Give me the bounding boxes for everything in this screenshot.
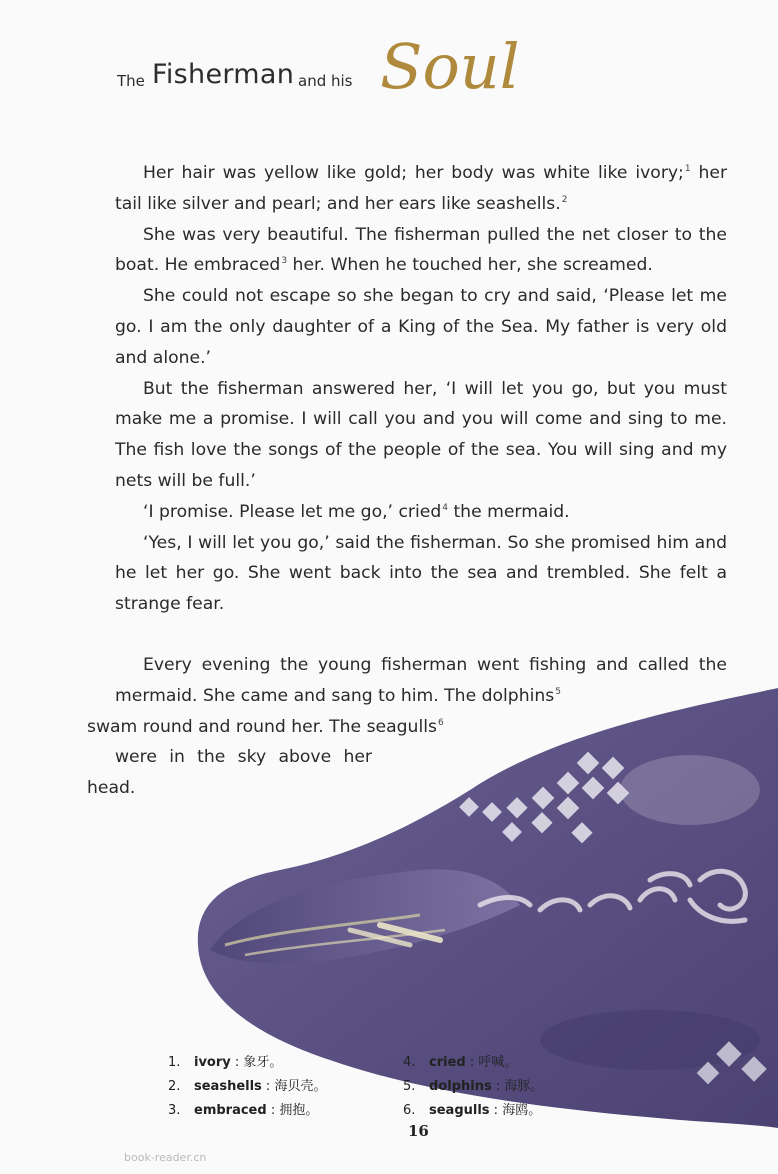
paragraph-6: ‘Yes, I will let you go,’ said the fisherman. So she promised him and he let her go. She went back into the sea and trembled. She felt a strange fear. [115,532,727,615]
paragraph-3: She could not escape so she began to cry and said, ‘Please let me go. I am the only daughter of a King of the Sea. My father is very old and alone.’ [115,286,727,368]
footnote-ref-3: 3 [281,256,288,267]
paragraph-7: Every evening the young fisherman went fishing and called the mermaid. She came and sang to him. The dolphins$^5$ swam round and round her. The seagulls$^6$ were in the sky above her head. [87,654,727,799]
footnote-1: 1. ivory : 象牙。 [168,1055,283,1070]
footnote-ref-2: 2 [561,194,568,205]
watermark: book-reader.cn [124,1151,207,1164]
title-the: The [117,72,145,90]
story-text [87,158,728,804]
footnote-3: 3. embraced : 拥抱。 [168,1103,319,1118]
paragraph-1: Her hair was yellow like gold; her body was white like ivory;$^1$ her tail like silver and pearl; and her ears like seashells.$^2$ [115,163,728,214]
paragraph-4: But the fisherman answered her, ‘I will let you go, but you must make me a promise. I will call you and you will come and sing to me. The fish love the songs of the people of the sea. You will sing and my nets will be full.’ [115,378,727,491]
footnote-6: 6. seagulls : 海鸥。 [403,1103,542,1118]
title-fisherman: Fisherman [152,59,295,90]
page-number: 16 [408,1122,429,1140]
footnote-ref-6: 6 [437,717,444,728]
paragraph-2: She was very beautiful. The fisherman pulled the net closer to the boat. He embraced$^3$ her. When he touched her, she screamed. [115,224,727,276]
paragraph-5: ‘I promise. Please let me go,’ cried$^4$ the mermaid. [143,501,570,522]
footnote-ref-5: 5 [555,686,561,697]
footnotes [168,1051,588,1131]
footnote-4: 4. cried : 呼喊。 [403,1055,518,1070]
footnote-ref-4: 4 [442,502,448,513]
title-soul: Soul [380,30,520,103]
footnote-2: 2. seashells : 海贝壳。 [168,1079,327,1094]
footnote-5: 5. dolphins : 海豚。 [403,1079,544,1094]
footnote-ref-1: 1 [684,164,691,174]
title-and-his: and his [298,72,353,90]
